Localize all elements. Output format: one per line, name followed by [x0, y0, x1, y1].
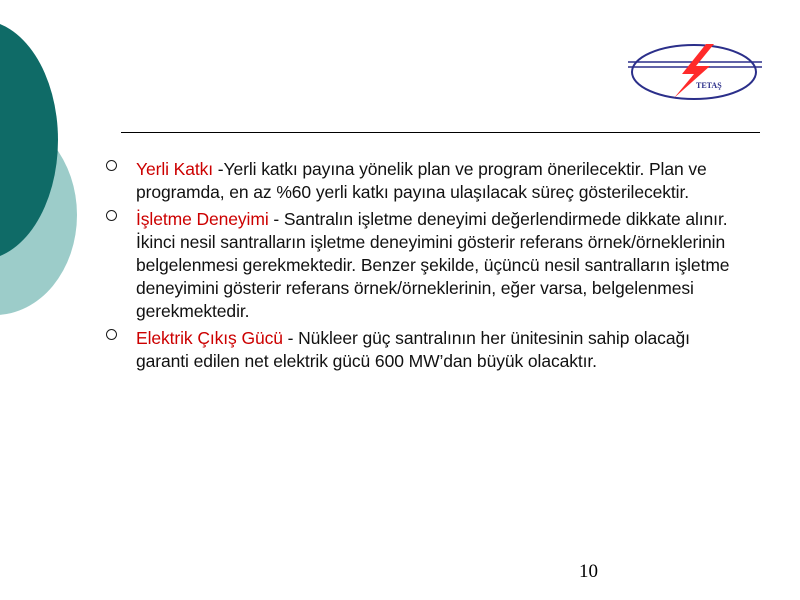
- bullet-text: -Yerli katkı payına yönelik plan ve program önerilecektir. Plan ve programda, en az %60 yerli katkı payına ulaşılacak süreç gösterilecektir.: [136, 159, 707, 202]
- bullet-term: İşletme Deneyimi: [136, 209, 269, 229]
- bullet-list: [106, 158, 746, 377]
- hollow-circle-bullet-icon: [106, 160, 117, 171]
- bullet-text: - Santralın işletme deneyimi değerlendirmede dikkate alınır. İkinci nesil santralların işletme deneyimini gösterir referans örnek/örneklerinin belgelenmesi gerekmektedir. Benzer şekilde, üçüncü nesil santralların işletme deneyimini gösterir referans örnek/örneklerinin, eğer varsa, belgelenmesi gerekmektedir.: [136, 209, 730, 321]
- page-number: 10: [579, 561, 598, 582]
- bullet-term: Elektrik Çıkış Gücü: [136, 328, 283, 348]
- bullet-item: [106, 327, 746, 373]
- logo-text: TETAŞ: [696, 81, 722, 90]
- bullet-text: - Nükleer güç santralının her ünitesinin sahip olacağı garanti edilen net elektrik gücü 600 MW’dan büyük olacaktır.: [136, 328, 690, 371]
- title-divider: [121, 132, 760, 133]
- hollow-circle-bullet-icon: [106, 210, 117, 221]
- decorative-circles: [0, 0, 120, 320]
- bullet-term: Yerli Katkı: [136, 159, 214, 179]
- tetas-logo: [628, 40, 762, 104]
- bullet-item: [106, 158, 746, 204]
- hollow-circle-bullet-icon: [106, 329, 117, 340]
- bullet-item: [106, 208, 746, 323]
